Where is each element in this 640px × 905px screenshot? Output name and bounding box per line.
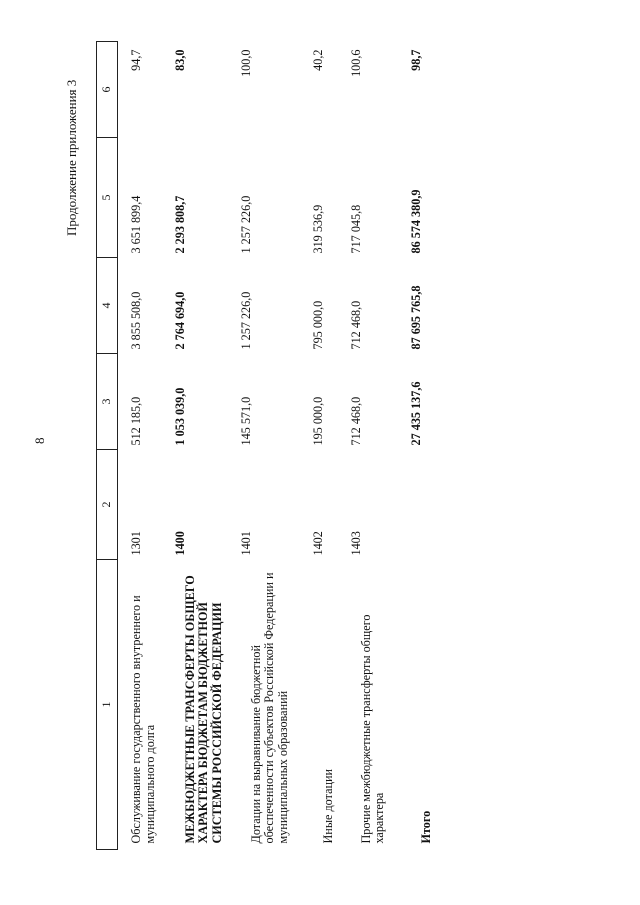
row-value-5: 3 651 899,4 (129, 195, 143, 254)
row-value-3: 195 000,0 (310, 396, 325, 446)
budget-table (96, 41, 443, 850)
column-header-4: 4 (97, 258, 118, 354)
column-header-5: 5 (97, 138, 118, 258)
row-value-3: 712 468,0 (348, 396, 363, 446)
table-row (312, 42, 350, 850)
row-value-4: 2 764 694,0 (172, 291, 187, 350)
row-value-3: 145 571,0 (238, 396, 253, 446)
column-header-1: 1 (97, 560, 118, 850)
row-label: МЕЖБЮДЖЕТНЫЕ ТРАНСФЕРТЫ ОБЩЕГО ХАРАКТЕРА БЮДЖЕТАМ БЮДЖЕТНОЙ СИСТЕМЫ РОССИЙСКОЙ ФЕДЕРАЦИИ (182, 575, 224, 844)
row-value-6: 98,7 (408, 49, 423, 71)
column-header-6: 6 (97, 42, 118, 138)
table-header-row (97, 42, 118, 850)
row-code: 1401 (238, 531, 253, 556)
row-value-5: 86 574 380,9 (408, 189, 423, 254)
row-label: Прочие межбюджетные трансферты общего характера (358, 614, 387, 844)
row-value-4: 795 000,0 (310, 300, 325, 350)
row-value-6: 83,0 (172, 49, 187, 71)
column-header-3: 3 (97, 354, 118, 450)
budget-table-container (96, 42, 460, 850)
annex-label: Продолжение приложения 3 (64, 79, 79, 236)
row-value-4: 3 855 508,0 (129, 291, 143, 350)
row-label: Итого (418, 810, 433, 844)
table-row (118, 42, 174, 850)
table-row (174, 42, 240, 850)
row-value-4: 87 695 765,8 (408, 285, 423, 350)
row-value-3: 512 185,0 (129, 396, 143, 446)
row-value-4: 712 468,0 (348, 300, 363, 350)
row-value-5: 717 045,8 (348, 204, 363, 254)
row-value-6: 100,0 (238, 49, 253, 77)
column-header-2: 2 (97, 450, 118, 560)
row-value-5: 319 536,9 (310, 204, 325, 254)
row-code: 1403 (348, 531, 363, 556)
row-value-6: 40,2 (310, 49, 325, 71)
row-value-6: 94,7 (129, 49, 143, 71)
table-row-total (410, 42, 444, 850)
table-row (350, 42, 410, 850)
page-number: 8 (32, 437, 47, 444)
row-value-3: 27 435 137,6 (408, 381, 423, 446)
row-label: Дотации на выравнивание бюджетной обеспеченности субъектов Российской Федерации и муниципальных образований (248, 572, 290, 844)
row-label: Обслуживание государственного внутреннего и муниципального долга (129, 595, 157, 844)
row-value-5: 1 257 226,0 (238, 195, 253, 254)
row-code: 1301 (129, 531, 143, 556)
row-code (410, 450, 444, 560)
table-row (240, 42, 312, 850)
row-value-3: 1 053 039,0 (172, 387, 187, 446)
row-value-5: 2 293 808,7 (172, 195, 187, 254)
row-value-6: 100,6 (348, 49, 363, 77)
row-label: Иные дотации (320, 768, 335, 844)
row-value-4: 1 257 226,0 (238, 291, 253, 350)
row-code: 1400 (172, 531, 187, 556)
row-code: 1402 (310, 531, 325, 556)
